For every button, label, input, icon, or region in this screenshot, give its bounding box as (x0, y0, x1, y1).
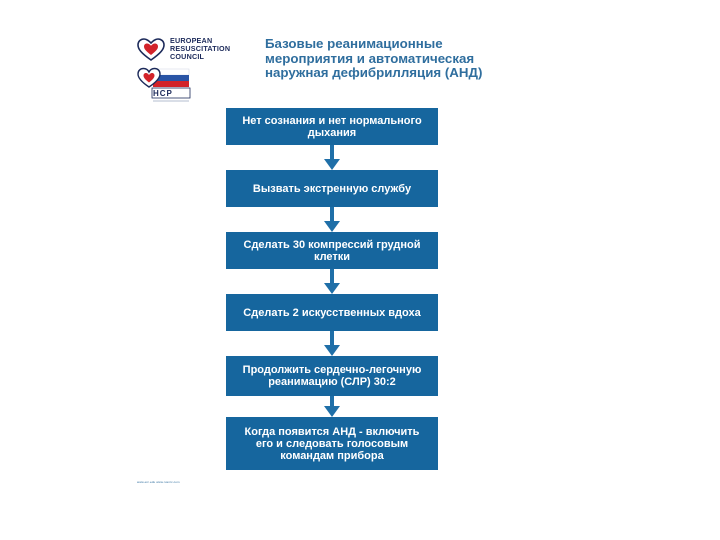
page-title: Базовые реанимационные мероприятия и автоматическая наружная дефибрилляция (АНД) (265, 36, 483, 80)
arrow-down-icon (323, 145, 341, 170)
ncr-logo-text: НСР (153, 89, 173, 98)
step-4-text: Сделать 2 искусственных вдоха (243, 306, 421, 319)
step-1-box (226, 108, 438, 145)
arrow-down-icon (323, 207, 341, 232)
step-6-box (226, 417, 438, 470)
step-6-text: Когда появится АНД - включить его и следовать голосовым командам прибора (244, 425, 420, 462)
step-4-box (226, 294, 438, 331)
arrow-down-icon (323, 396, 341, 417)
erc-logo (137, 37, 257, 65)
step-3-text: Сделать 30 компрессий грудной клетки (243, 238, 421, 263)
erc-line-3: COUNCIL (170, 52, 205, 62)
footer-urls: www.erc.edu www.rusnrc.com (137, 480, 180, 484)
erc-logo-text (170, 37, 260, 62)
step-3-box (226, 232, 438, 269)
erc-line-1: EUROPEAN (170, 36, 213, 45)
erc-heart-icon (137, 38, 165, 62)
ncr-logo (137, 67, 191, 105)
flowchart (226, 108, 438, 473)
step-1-text: Нет сознания и нет нормального дыхания (242, 114, 422, 139)
step-5-text: Продолжить сердечно-легочную реанимацию (СЛР) 30:2 (242, 364, 422, 388)
step-2-text: Вызвать экстренную службу (252, 182, 412, 195)
arrow-down-icon (323, 269, 341, 294)
arrow-down-icon (323, 331, 341, 356)
ncr-flag-heart-icon (137, 67, 191, 105)
erc-line-2: RESUSCITATION (170, 44, 231, 54)
step-2-box (226, 170, 438, 207)
step-5-box (226, 356, 438, 396)
